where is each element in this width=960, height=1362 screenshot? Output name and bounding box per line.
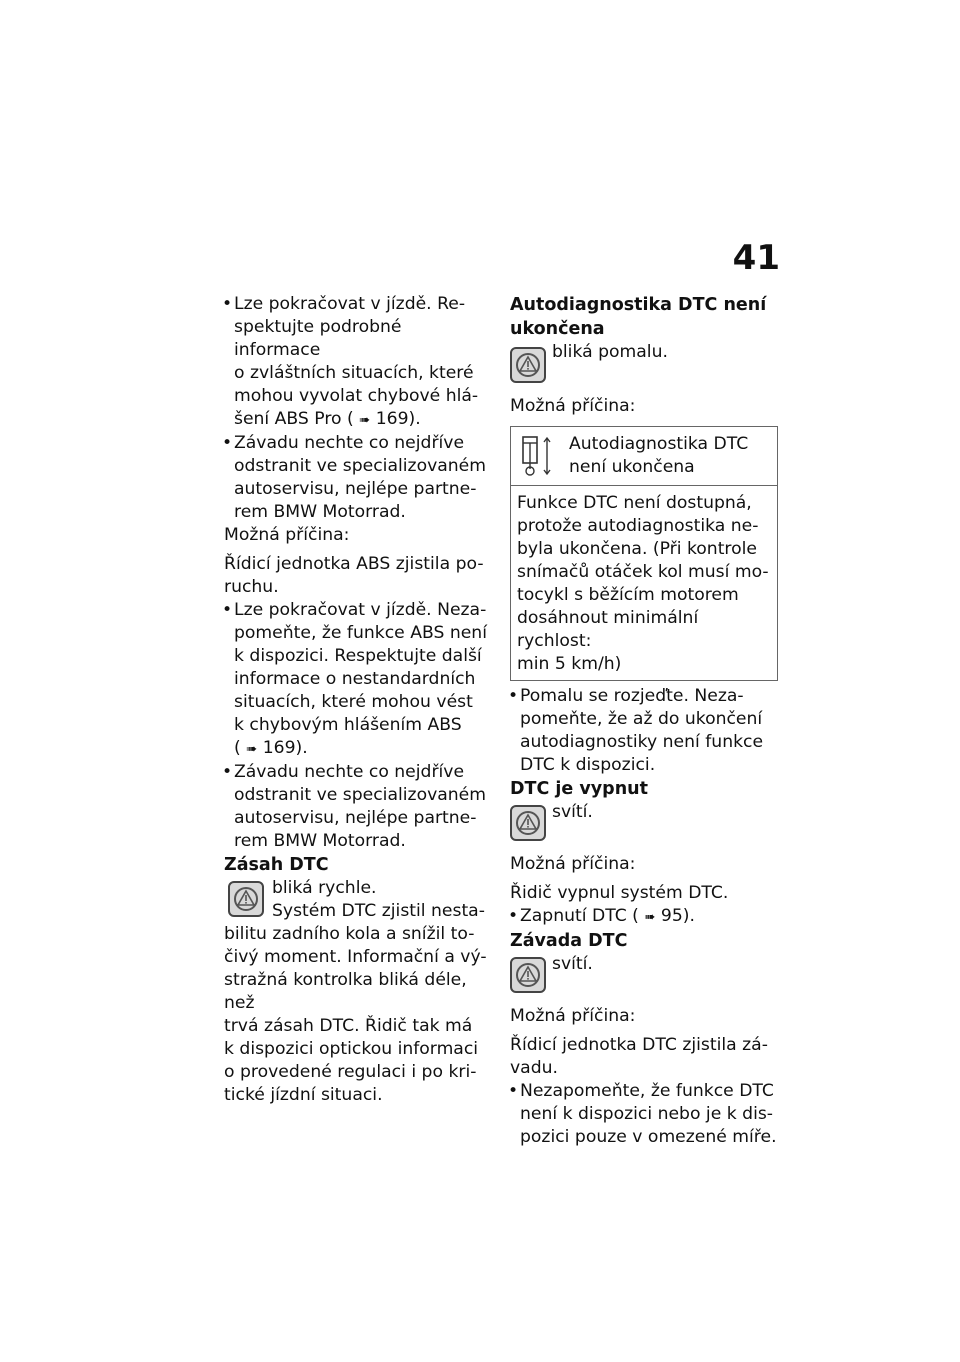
cause-label: Možná příčina: xyxy=(510,1006,636,1026)
reference-arrow-icon: ➠ xyxy=(246,742,258,757)
section-heading: Autodiagnostika DTC není ukončena xyxy=(510,295,767,339)
section-status: bliká pomalu. xyxy=(510,341,778,385)
info-box-header: Autodiagnostika DTC není ukončena xyxy=(511,427,777,486)
section-body: bliká rychle. Systém DTC zjistil nesta- bilitu zadního kola a snížil to- čivý moment. Informační a vý- stražná kontrolka bliká déle, než trvá zásah DTC. Řidič tak má k dispozici optickou informaci o provedené regulaci i po kri- tické jízdní situaci. xyxy=(224,878,487,1105)
list-item: • Lze pokračovat v jízdě. Neza- pomeňte, že funkce ABS není k dispozici. Respektujte další informace o nestandardních situacích, které mohou vést k chybovým hlášením ABS ( ➠ 169). xyxy=(224,599,492,761)
wheel-sensor-icon xyxy=(517,433,557,477)
info-box-body: Funkce DTC není dostupná, protože autodiagnostika ne- byla ukončena. (Při kontrole snímačů otáček kol musí mo- tocykl s běžícím motorem dosáhnout minimální rychlost: min 5 km/h) xyxy=(517,493,769,674)
dtc-warning-icon xyxy=(510,805,546,841)
cause-label: Možná příčina: xyxy=(510,396,636,416)
list-item: • Zapnutí DTC ( ➠ 95). xyxy=(510,905,778,929)
section-status: svítí. xyxy=(510,801,778,843)
section-heading: Závada DTC xyxy=(510,931,628,951)
dtc-warning-icon xyxy=(228,881,264,917)
list-item: • Pomalu se rozjeďte. Neza- pomeňte, že až do ukončení autodiagnostiky není funkce DTC k dispozici. xyxy=(510,685,778,777)
left-column xyxy=(224,293,492,1107)
list-item: • Lze pokračovat v jízdě. Re- spektujte podrobné informace o zvláštních situacích, které mohou vyvolat chybové hlá- šení ABS Pro ( ➠ 169). xyxy=(224,293,492,432)
list-item: • Závadu nechte co nejdříve odstranit ve specializovaném autoservisu, nejlépe partne- rem BMW Motorrad. xyxy=(224,432,492,524)
list-item: • Nezapomeňte, že funkce DTC není k dispozici nebo je k dis- pozici pouze v omezené míře. xyxy=(510,1080,778,1149)
cause-label: Možná příčina: xyxy=(224,525,350,545)
dtc-warning-icon xyxy=(510,957,546,993)
cause-text: Řídicí jednotka DTC zjistila zá- vadu. xyxy=(510,1035,768,1078)
cause-text: Řídicí jednotka ABS zjistila po- ruchu. xyxy=(224,554,484,597)
page-number: 41 xyxy=(732,238,780,278)
list-item: • Závadu nechte co nejdříve odstranit ve specializovaném autoservisu, nejlépe partne- rem BMW Motorrad. xyxy=(224,761,492,853)
section-heading: Zásah DTC xyxy=(224,855,329,875)
reference-arrow-icon: ➠ xyxy=(359,413,371,428)
info-box xyxy=(510,426,778,681)
right-column xyxy=(510,293,778,1149)
cause-label: Možná příčina: xyxy=(510,854,636,874)
section-heading: DTC je vypnut xyxy=(510,779,648,799)
reference-arrow-icon: ➠ xyxy=(644,910,656,925)
section-status: svítí. xyxy=(510,953,778,995)
cause-text: Řidič vypnul systém DTC. xyxy=(510,883,729,903)
dtc-warning-icon xyxy=(510,347,546,383)
